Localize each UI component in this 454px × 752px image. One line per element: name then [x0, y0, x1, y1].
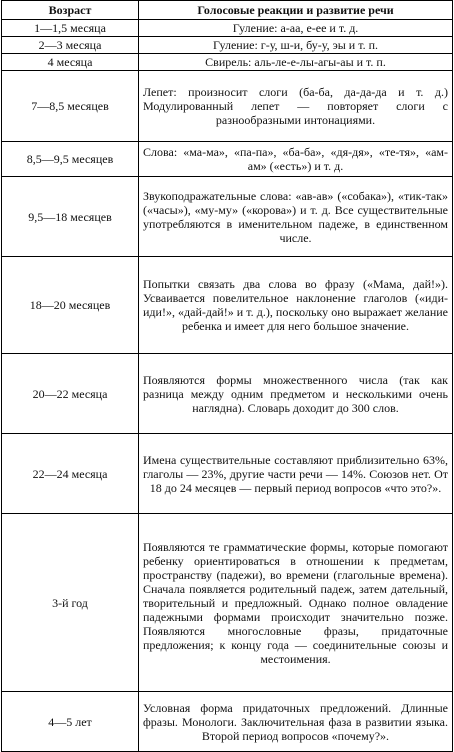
- row-description: Попытки связать два слова во фразу («Мама, дай!»). Усваивается повелительное наклонение глаголов («иди-иди!», «дай-дай!» и т. д.), поскольку оно выражает желание ребенка и имеет для него большое значение.: [139, 257, 453, 354]
- row-description: Условная форма придаточных предложений. Длинные фразы. Монологи. Заключительная фаза в развитии языка. Второй период вопросов «почему?».: [139, 692, 453, 752]
- table-header-row: [2, 1, 453, 20]
- row-age: 18—20 месяцев: [2, 257, 139, 354]
- table-row: [2, 54, 453, 71]
- row-description: Появляются те грамматические формы, которые помогают ребенку ориентироваться в отношении к предметам, пространству (падежи), во времени (глагольные времена). Сначала появляется родительный падеж, затем дательный, творительный и предложный. Однако полное овладение падежными формами происходит значительно позже. Появляются многословные фразы, придаточные предложения; к концу года — соединительные союзы и местоимения.: [139, 514, 453, 692]
- table-row: [2, 354, 453, 434]
- row-age: 4 месяца: [2, 54, 139, 71]
- table-row: [2, 257, 453, 354]
- row-age: 4—5 лет: [2, 692, 139, 752]
- row-description: Слова: «ма-ма», «па-па», «ба-ба», «дя-дя», «те-тя», «ам-ам» («есть») и т. д.: [139, 142, 453, 177]
- table-row: [2, 434, 453, 514]
- row-description: Свирель: аль-ле-е-лы-агы-аы и т. п.: [139, 54, 453, 71]
- row-age: 2—3 месяца: [2, 37, 139, 54]
- table-row: [2, 514, 453, 692]
- row-description: Гуление: г-у, ш-и, бу-у, эы и т. п.: [139, 37, 453, 54]
- table-row: [2, 177, 453, 257]
- header-description: Голосовые реакции и развитие речи: [139, 1, 453, 20]
- header-age: Возраст: [2, 1, 139, 20]
- row-age: 20—22 месяца: [2, 354, 139, 434]
- speech-development-table: [1, 0, 453, 752]
- row-description: Имена существительные составляют приблизительно 63%, глаголы — 23%, другие части речи — 14%. Союзов нет. От 18 до 24 месяцев — первый период вопросов «что это?».: [139, 434, 453, 514]
- row-description: Появляются формы множественного числа (так как разница между одним предметом и несколькими очень наглядна). Словарь доходит до 300 слов.: [139, 354, 453, 434]
- row-age: 22—24 месяца: [2, 434, 139, 514]
- table-row: [2, 37, 453, 54]
- table-row: [2, 142, 453, 177]
- row-age: 7—8,5 месяцев: [2, 71, 139, 142]
- speech-development-table-wrapper: [1, 0, 453, 752]
- row-age: 3-й год: [2, 514, 139, 692]
- row-description: Лепет: произносит слоги (ба-ба, да-да-да и т. д.) Модулированный лепет — повторяет слоги с разнообразными интонациями.: [139, 71, 453, 142]
- row-description: Звукоподражательные слова: «ав-ав» («собака»), «тик-так» («часы»), «му-му» («корова») и т. д. Все существительные употребляются в именительном падеже, в единственном числе.: [139, 177, 453, 257]
- row-age: 8,5—9,5 месяцев: [2, 142, 139, 177]
- row-age: 1—1,5 месяца: [2, 20, 139, 37]
- row-description: Гуление: а-аа, е-ее и т. д.: [139, 20, 453, 37]
- table-row: [2, 692, 453, 752]
- table-row: [2, 71, 453, 142]
- row-age: 9,5—18 месяцев: [2, 177, 139, 257]
- table-row: [2, 20, 453, 37]
